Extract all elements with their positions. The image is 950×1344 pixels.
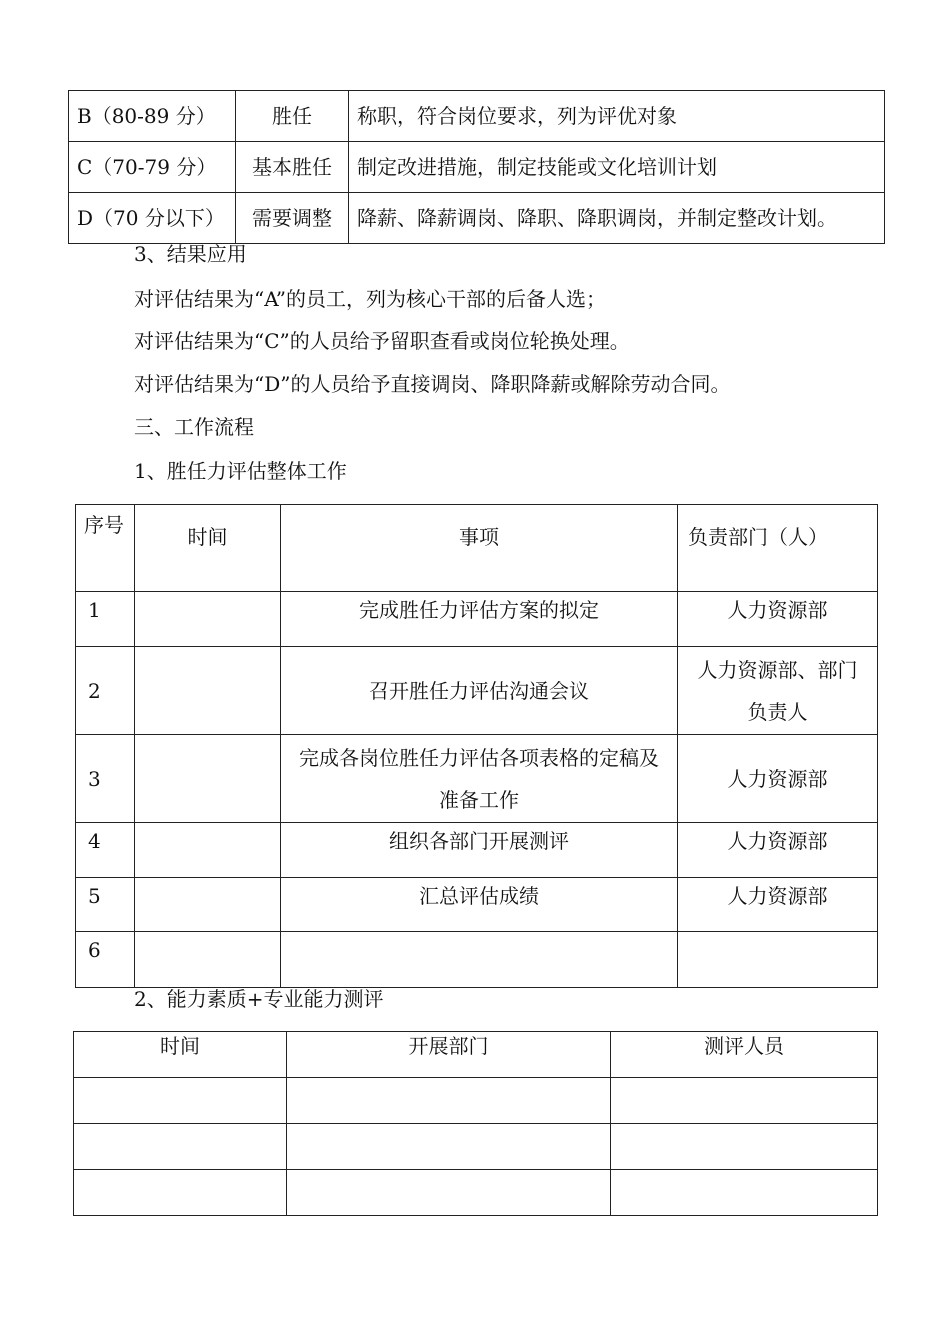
action-cell: 降薪、降薪调岗、降职、降职调岗，并制定整改计划。: [349, 193, 885, 244]
table-row: [76, 932, 878, 988]
row-time: [135, 878, 281, 932]
table-row: [76, 735, 878, 823]
table-row: [76, 592, 878, 647]
row-dept: [287, 1078, 611, 1124]
row-item: [281, 932, 678, 988]
workflow-table: [75, 504, 878, 988]
row-time: [74, 1078, 287, 1124]
paragraph-grade-c: 对评估结果为“C”的人员给予留职查看或岗位轮换处理。: [134, 329, 630, 353]
row-time: [135, 592, 281, 647]
row-time: [74, 1170, 287, 1216]
row-time: [135, 823, 281, 878]
row-dept: 人力资源部: [678, 878, 878, 932]
row-time: [74, 1124, 287, 1170]
row-dept: [678, 932, 878, 988]
row-no: 3: [76, 735, 135, 823]
ability-assessment-table: [73, 1031, 878, 1216]
section-heading-result-application: 3、结果应用: [134, 242, 247, 266]
row-dept: 人力资源部: [678, 592, 878, 647]
header-item: 事项: [281, 505, 678, 592]
row-people: [611, 1124, 878, 1170]
header-people: 测评人员: [611, 1032, 878, 1078]
header-time: 时间: [74, 1032, 287, 1078]
row-people: [611, 1170, 878, 1216]
row-time: [135, 647, 281, 735]
row-item: 汇总评估成绩: [281, 878, 678, 932]
paragraph-grade-a: 对评估结果为“A”的员工，列为核心干部的后备人选；: [134, 287, 606, 311]
row-dept: 人力资源部、部门负责人: [678, 647, 878, 735]
table-header-row: [76, 505, 878, 592]
row-time: [135, 932, 281, 988]
table-row: [74, 1170, 878, 1216]
row-no: 2: [76, 647, 135, 735]
table-row: [76, 647, 878, 735]
row-item: 完成各岗位胜任力评估各项表格的定稿及准备工作: [281, 735, 678, 823]
header-dept: 开展部门: [287, 1032, 611, 1078]
row-time: [135, 735, 281, 823]
row-people: [611, 1078, 878, 1124]
action-cell: 称职，符合岗位要求，列为评优对象: [349, 91, 885, 142]
section-heading-workflow: 三、工作流程: [134, 415, 254, 439]
header-time: 时间: [135, 505, 281, 592]
header-no: 序号: [76, 505, 135, 592]
level-cell: 基本胜任: [236, 142, 349, 193]
row-no: 6: [76, 932, 135, 988]
row-dept: [287, 1124, 611, 1170]
row-item: 召开胜任力评估沟通会议: [281, 647, 678, 735]
row-dept: [287, 1170, 611, 1216]
table-row: [76, 878, 878, 932]
row-no: 5: [76, 878, 135, 932]
action-cell: 制定改进措施，制定技能或文化培训计划: [349, 142, 885, 193]
grade-cell: B（80-89 分）: [69, 91, 236, 142]
header-dept: 负责部门（人）: [678, 505, 878, 592]
grade-cell: C（70-79 分）: [69, 142, 236, 193]
table-row: [74, 1078, 878, 1124]
row-no: 4: [76, 823, 135, 878]
row-item: 组织各部门开展测评: [281, 823, 678, 878]
table-header-row: [74, 1032, 878, 1078]
subheading-overall-work: 1、胜任力评估整体工作: [134, 459, 347, 483]
grade-table: [68, 90, 885, 244]
paragraph-grade-d: 对评估结果为“D”的人员给予直接调岗、降职降薪或解除劳动合同。: [134, 372, 731, 396]
level-cell: 需要调整: [236, 193, 349, 244]
table-row: [69, 142, 885, 193]
row-dept: 人力资源部: [678, 735, 878, 823]
table-row: [69, 91, 885, 142]
table-row: [76, 823, 878, 878]
row-no: 1: [76, 592, 135, 647]
subheading-ability-assessment: 2、能力素质+专业能力测评: [134, 987, 384, 1011]
grade-cell: D（70 分以下）: [69, 193, 236, 244]
row-dept: 人力资源部: [678, 823, 878, 878]
row-item: 完成胜任力评估方案的拟定: [281, 592, 678, 647]
table-row: [74, 1124, 878, 1170]
level-cell: 胜任: [236, 91, 349, 142]
table-row: [69, 193, 885, 244]
